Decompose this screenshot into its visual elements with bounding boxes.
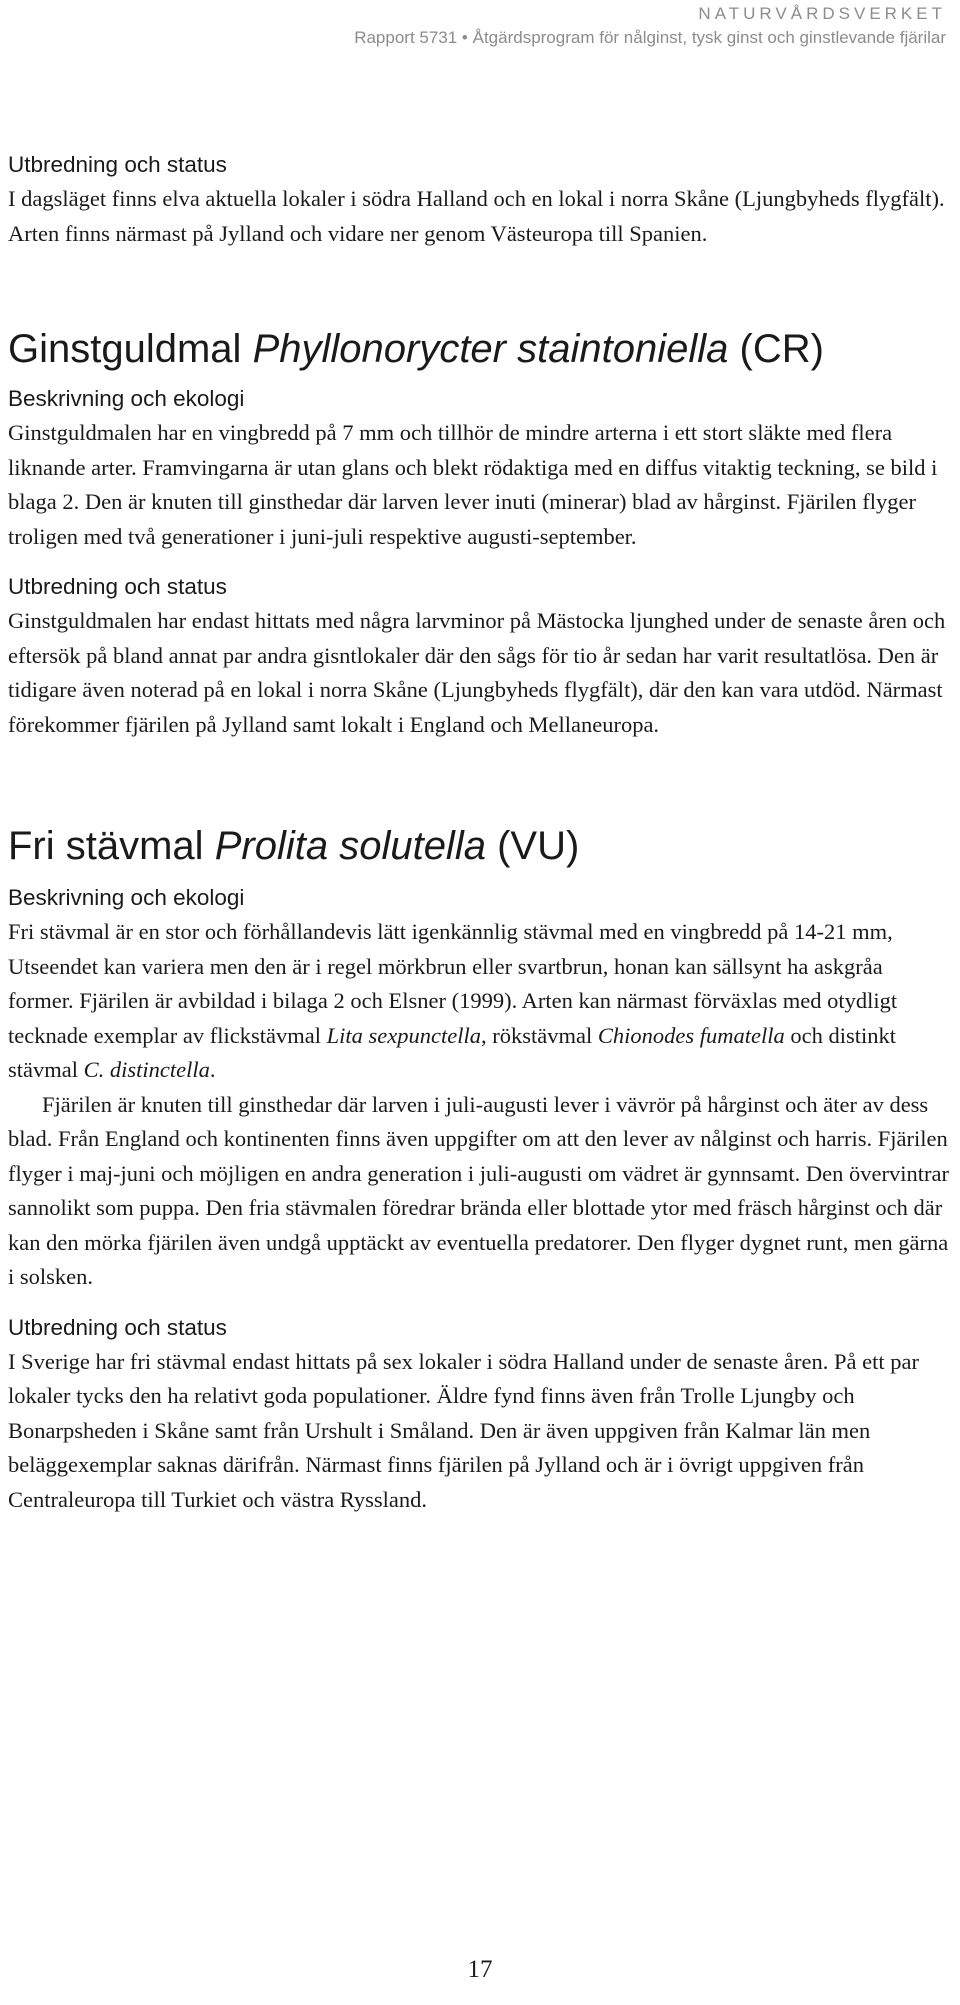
section-paragraph: I dagsläget finns elva aktuella lokaler i södra Halland och en lokal i norra Skåne (Ljungbyheds flygfält). Arten finns närmast på Jylland och vidare ner genom Västeuropa till Spanien. [8, 186, 945, 246]
species-latin-name: Prolita solutella [214, 824, 486, 868]
latin-name: C. distinctella [83, 1057, 210, 1082]
section-paragraph: Ginstguldmalen har endast hittats med några larvminor på Mästocka ljunghed under de senaste åren och eftersök på bland annat par andra gisntlokaler där den sågs för tio år sedan har varit resultatlösa. Den är tidigare även noterad på en lokal i norra Skåne (Ljungbyheds flygfält), där den kan vara utdöd. Närmast förekommer fjärilen på Jylland samt lokalt i England och Mellaneuropa. [8, 608, 946, 737]
species-common-name: Ginstguldmal [8, 327, 242, 371]
intro-distribution-section [8, 148, 952, 251]
species-fri-stavmal [8, 821, 952, 1517]
section-heading: Beskrivning och ekologi [8, 386, 245, 411]
section-paragraph: Fjärilen är knuten till ginsthedar där larven i juli-augusti lever i vävrör på hårginst och äter av dess blad. Från England och kontinenten finns även uppgifter om att den lever av nålginst och harris. Fjärilen flyger i maj-juni och möjligen en andra generation i juli-augusti om vädret är gynnsamt. Den övervintrar sannolikt som puppa. Den fria stävmalen föredrar brända eller blottade ytor med fräsch hårginst och där kan den mörka fjärilen även undgå upptäckt av eventuella predatorer. Den flyger dygnet runt, men gärna i solsken. [8, 1091, 949, 1289]
species-common-name: Fri stävmal [8, 824, 204, 868]
section-heading: Utbredning och status [8, 152, 227, 177]
section-heading: Beskrivning och ekologi [8, 885, 245, 910]
species-title [8, 821, 952, 871]
paragraph-text: Fri stävmal är en stor och förhållandevis lätt igenkännlig stävmal med en vingbredd på 14-21 mm, Utseendet kan variera men den är i regel mörkbrun eller svartbrun, honan kan sällsynt ha askgråa former. Fjärilen är avbildad i bilaga 2 och Elsner (1999). Arten kan närmast förväxlas med otydligt tecknade exemplar av flickstävmal [8, 919, 898, 1048]
species-status: (CR) [739, 327, 824, 371]
running-header [354, 2, 946, 50]
page-body [8, 148, 952, 1517]
section-paragraph: Ginstguldmalen har en vingbredd på 7 mm och tillhör de mindre arterna i ett stort släkte med flera liknande arter. Framvingarna är utan glans och blekt rödaktiga med en diffus vitaktig teckning, se bild i blaga 2. Den är knuten till ginsthedar där larven lever inuti (minerar) blad av hårginst. Fjärilen flyger troligen med två generationer i juni-juli respektive augusti-september. [8, 420, 938, 549]
latin-name: Chionodes fumatella [597, 1022, 785, 1048]
paragraph-text: . [209, 1057, 216, 1082]
species-ginstguldmal [8, 324, 952, 742]
section-paragraph [8, 915, 952, 1088]
section-heading: Utbredning och status [8, 1314, 227, 1340]
species-title [8, 324, 952, 374]
latin-name: Lita sexpunctella [326, 1022, 481, 1048]
species-status: (VU) [497, 824, 580, 868]
publisher-name: NATURVÅRDSVERKET [698, 4, 946, 23]
paragraph-text: och distinkt stävmal [8, 1022, 896, 1082]
species-latin-name: Phyllonorycter staintoniella [252, 327, 729, 371]
section-paragraph: I Sverige har fri stävmal endast hittats på sex lokaler i södra Halland under de senaste åren. På ett par lokaler tycks den ha relativt goda populationer. Äldre fynd finns även från Trolle Ljungby och Bonarpsheden i Skåne samt från Urshult i Småland. Den är även uppgiven från Kalmar län men beläggexemplar saknas därifrån. Närmast finns fjärilen på Jylland och är i övrigt uppgiven från Centraleuropa till Turkiet och västra Ryssland. [8, 1348, 919, 1512]
paragraph-text: , rökstävmal [480, 1022, 598, 1048]
page-number: 17 [467, 1956, 493, 1983]
section-heading: Utbredning och status [8, 574, 227, 599]
report-title: Rapport 5731 • Åtgärdsprogram för nålginst, tysk ginst och ginstlevande fjärilar [354, 28, 946, 47]
